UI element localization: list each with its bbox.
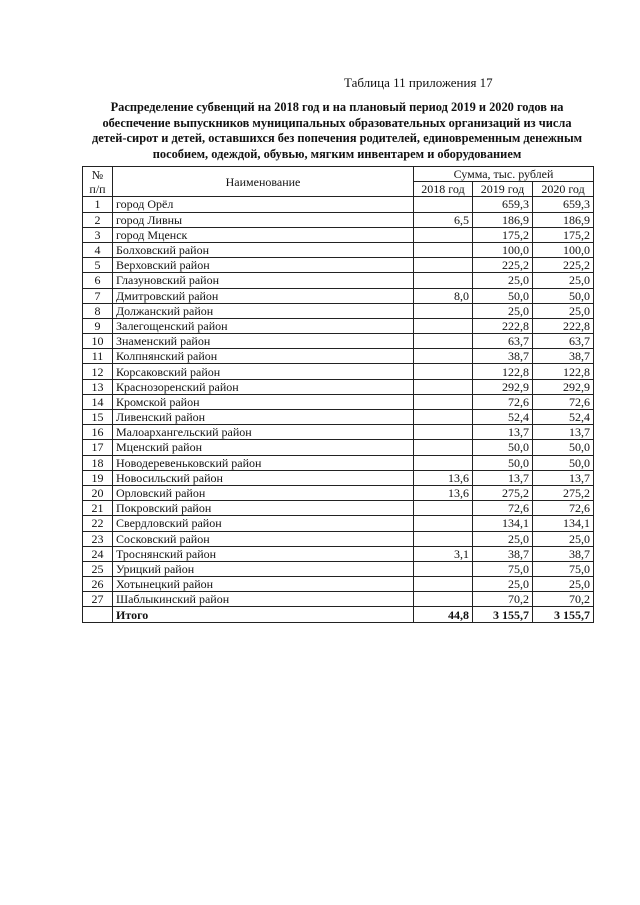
- row-2020: 25,0: [533, 273, 594, 288]
- row-number: 25: [83, 561, 113, 576]
- total-2019: 3 155,7: [473, 607, 533, 622]
- table-row: [83, 501, 594, 516]
- row-2019: 292,9: [473, 379, 533, 394]
- row-name: город Орёл: [113, 197, 414, 212]
- row-name: Дмитровский район: [113, 288, 414, 303]
- row-2019: 13,7: [473, 470, 533, 485]
- row-2019: 72,6: [473, 501, 533, 516]
- row-2018: [414, 516, 473, 531]
- row-number: 6: [83, 273, 113, 288]
- row-2018: 3,1: [414, 546, 473, 561]
- table-row: [83, 197, 594, 212]
- row-number: 1: [83, 197, 113, 212]
- row-2019: 186,9: [473, 212, 533, 227]
- table-row: [83, 334, 594, 349]
- table-row: [83, 425, 594, 440]
- table-row: [83, 318, 594, 333]
- header-row: [83, 167, 594, 182]
- table-caption: Таблица 11 приложения 17: [344, 75, 493, 90]
- row-2019: 38,7: [473, 349, 533, 364]
- row-name: Болховский район: [113, 242, 414, 257]
- row-2020: 659,3: [533, 197, 594, 212]
- row-2019: 50,0: [473, 455, 533, 470]
- row-name: Троснянский район: [113, 546, 414, 561]
- total-number: [83, 607, 113, 622]
- row-2019: 225,2: [473, 258, 533, 273]
- row-number: 22: [83, 516, 113, 531]
- total-row: [83, 607, 594, 622]
- row-2020: 100,0: [533, 242, 594, 257]
- row-name: Урицкий район: [113, 561, 414, 576]
- header-sum: Сумма, тыс. рублей: [414, 167, 594, 182]
- row-name: Сосковский район: [113, 531, 414, 546]
- table-row: [83, 440, 594, 455]
- row-number: 5: [83, 258, 113, 273]
- row-number: 7: [83, 288, 113, 303]
- row-name: Свердловский район: [113, 516, 414, 531]
- row-2018: 6,5: [414, 212, 473, 227]
- row-2020: 225,2: [533, 258, 594, 273]
- row-number: 16: [83, 425, 113, 440]
- row-2019: 38,7: [473, 546, 533, 561]
- table-row: [83, 379, 594, 394]
- row-2020: 75,0: [533, 561, 594, 576]
- row-2018: [414, 440, 473, 455]
- row-2018: [414, 410, 473, 425]
- header-number: [83, 167, 113, 197]
- row-name: Корсаковский район: [113, 364, 414, 379]
- row-2018: [414, 394, 473, 409]
- row-2019: 52,4: [473, 410, 533, 425]
- title-line: детей-сирот и детей, оставшихся без попечения родителей, единовременным денежным: [91, 131, 583, 146]
- row-2019: 134,1: [473, 516, 533, 531]
- row-2019: 122,8: [473, 364, 533, 379]
- row-name: Малоархангельский район: [113, 425, 414, 440]
- row-number: 26: [83, 577, 113, 592]
- row-2019: 25,0: [473, 303, 533, 318]
- row-number: 4: [83, 242, 113, 257]
- table-row: [83, 531, 594, 546]
- row-name: Колпнянский район: [113, 349, 414, 364]
- table-row: [83, 258, 594, 273]
- row-2020: 222,8: [533, 318, 594, 333]
- row-2018: [414, 334, 473, 349]
- row-2020: 275,2: [533, 485, 594, 500]
- row-2019: 13,7: [473, 425, 533, 440]
- row-2018: 13,6: [414, 485, 473, 500]
- document-title: [82, 100, 592, 162]
- row-name: Глазуновский район: [113, 273, 414, 288]
- row-2018: [414, 455, 473, 470]
- row-2018: [414, 318, 473, 333]
- row-2020: 186,9: [533, 212, 594, 227]
- table-row: [83, 349, 594, 364]
- row-2019: 659,3: [473, 197, 533, 212]
- row-2018: [414, 364, 473, 379]
- row-2020: 175,2: [533, 227, 594, 242]
- row-2018: [414, 197, 473, 212]
- row-2018: [414, 349, 473, 364]
- row-2018: [414, 501, 473, 516]
- table-row: [83, 242, 594, 257]
- subvention-table: [82, 166, 594, 623]
- row-name: Должанский район: [113, 303, 414, 318]
- row-2019: 100,0: [473, 242, 533, 257]
- row-2020: 50,0: [533, 455, 594, 470]
- row-2019: 25,0: [473, 531, 533, 546]
- row-name: Мценский район: [113, 440, 414, 455]
- table-row: [83, 212, 594, 227]
- row-name: Хотынецкий район: [113, 577, 414, 592]
- row-2018: 8,0: [414, 288, 473, 303]
- table-row: [83, 273, 594, 288]
- row-2020: 134,1: [533, 516, 594, 531]
- total-2020: 3 155,7: [533, 607, 594, 622]
- header-name: Наименование: [113, 167, 414, 197]
- table-row: [83, 516, 594, 531]
- row-number: 18: [83, 455, 113, 470]
- title-line: обеспечение выпускников муниципальных образовательных организаций из числа: [102, 115, 572, 130]
- row-2018: [414, 258, 473, 273]
- row-2019: 63,7: [473, 334, 533, 349]
- header-2020: 2020 год: [533, 182, 594, 197]
- row-2018: [414, 531, 473, 546]
- row-2019: 25,0: [473, 273, 533, 288]
- row-number: 11: [83, 349, 113, 364]
- table-row: [83, 227, 594, 242]
- row-number: 27: [83, 592, 113, 607]
- row-name: Верховский район: [113, 258, 414, 273]
- header-number-line2: п/п: [89, 181, 106, 196]
- row-name: Новодеревеньковский район: [113, 455, 414, 470]
- table-row: [83, 364, 594, 379]
- row-2020: 63,7: [533, 334, 594, 349]
- header-number-line1: №: [91, 167, 104, 182]
- row-name: Орловский район: [113, 485, 414, 500]
- row-number: 13: [83, 379, 113, 394]
- row-name: Покровский район: [113, 501, 414, 516]
- row-2019: 50,0: [473, 288, 533, 303]
- total-label: Итого: [113, 607, 414, 622]
- row-2018: [414, 577, 473, 592]
- header-2019: 2019 год: [473, 182, 533, 197]
- table-row: [83, 546, 594, 561]
- row-number: 24: [83, 546, 113, 561]
- row-number: 19: [83, 470, 113, 485]
- row-2020: 13,7: [533, 470, 594, 485]
- row-2018: [414, 273, 473, 288]
- row-2020: 25,0: [533, 531, 594, 546]
- row-2020: 50,0: [533, 440, 594, 455]
- row-number: 17: [83, 440, 113, 455]
- row-number: 21: [83, 501, 113, 516]
- table-row: [83, 592, 594, 607]
- row-2018: [414, 303, 473, 318]
- row-2020: 25,0: [533, 577, 594, 592]
- row-number: 12: [83, 364, 113, 379]
- row-number: 15: [83, 410, 113, 425]
- row-2020: 52,4: [533, 410, 594, 425]
- row-number: 14: [83, 394, 113, 409]
- row-2020: 25,0: [533, 303, 594, 318]
- row-2019: 75,0: [473, 561, 533, 576]
- row-number: 10: [83, 334, 113, 349]
- title-line: Распределение субвенций на 2018 год и на плановый период 2019 и 2020 годов на: [110, 100, 564, 114]
- row-name: город Ливны: [113, 212, 414, 227]
- row-2018: [414, 242, 473, 257]
- row-2019: 25,0: [473, 577, 533, 592]
- table-body: [83, 197, 594, 622]
- row-name: Кромской район: [113, 394, 414, 409]
- total-2018: 44,8: [414, 607, 473, 622]
- row-2020: 38,7: [533, 349, 594, 364]
- row-2018: [414, 379, 473, 394]
- table-row: [83, 561, 594, 576]
- row-number: 3: [83, 227, 113, 242]
- row-name: Новосильский район: [113, 470, 414, 485]
- row-2018: [414, 425, 473, 440]
- row-name: Залегощенский район: [113, 318, 414, 333]
- row-2020: 38,7: [533, 546, 594, 561]
- row-number: 8: [83, 303, 113, 318]
- row-2018: 13,6: [414, 470, 473, 485]
- row-name: Ливенский район: [113, 410, 414, 425]
- row-2019: 50,0: [473, 440, 533, 455]
- table-row: [83, 485, 594, 500]
- row-number: 20: [83, 485, 113, 500]
- table-row: [83, 455, 594, 470]
- row-2020: 122,8: [533, 364, 594, 379]
- table-row: [83, 394, 594, 409]
- row-2020: 292,9: [533, 379, 594, 394]
- row-name: город Мценск: [113, 227, 414, 242]
- table-row: [83, 410, 594, 425]
- row-number: 23: [83, 531, 113, 546]
- title-line: пособием, одеждой, обувью, мягким инвентарем и оборудованием: [152, 146, 522, 161]
- header-2018: 2018 год: [414, 182, 473, 197]
- row-2019: 72,6: [473, 394, 533, 409]
- table-row: [83, 577, 594, 592]
- row-number: 2: [83, 212, 113, 227]
- row-2020: 13,7: [533, 425, 594, 440]
- table-row: [83, 303, 594, 318]
- row-name: Знаменский район: [113, 334, 414, 349]
- row-2019: 175,2: [473, 227, 533, 242]
- row-name: Краснозоренский район: [113, 379, 414, 394]
- row-2018: [414, 227, 473, 242]
- row-2019: 70,2: [473, 592, 533, 607]
- row-name: Шаблыкинский район: [113, 592, 414, 607]
- row-2019: 222,8: [473, 318, 533, 333]
- row-2020: 72,6: [533, 501, 594, 516]
- table-row: [83, 288, 594, 303]
- row-number: 9: [83, 318, 113, 333]
- row-2018: [414, 561, 473, 576]
- row-2019: 275,2: [473, 485, 533, 500]
- row-2020: 72,6: [533, 394, 594, 409]
- row-2018: [414, 592, 473, 607]
- row-2020: 50,0: [533, 288, 594, 303]
- table-row: [83, 470, 594, 485]
- row-2020: 70,2: [533, 592, 594, 607]
